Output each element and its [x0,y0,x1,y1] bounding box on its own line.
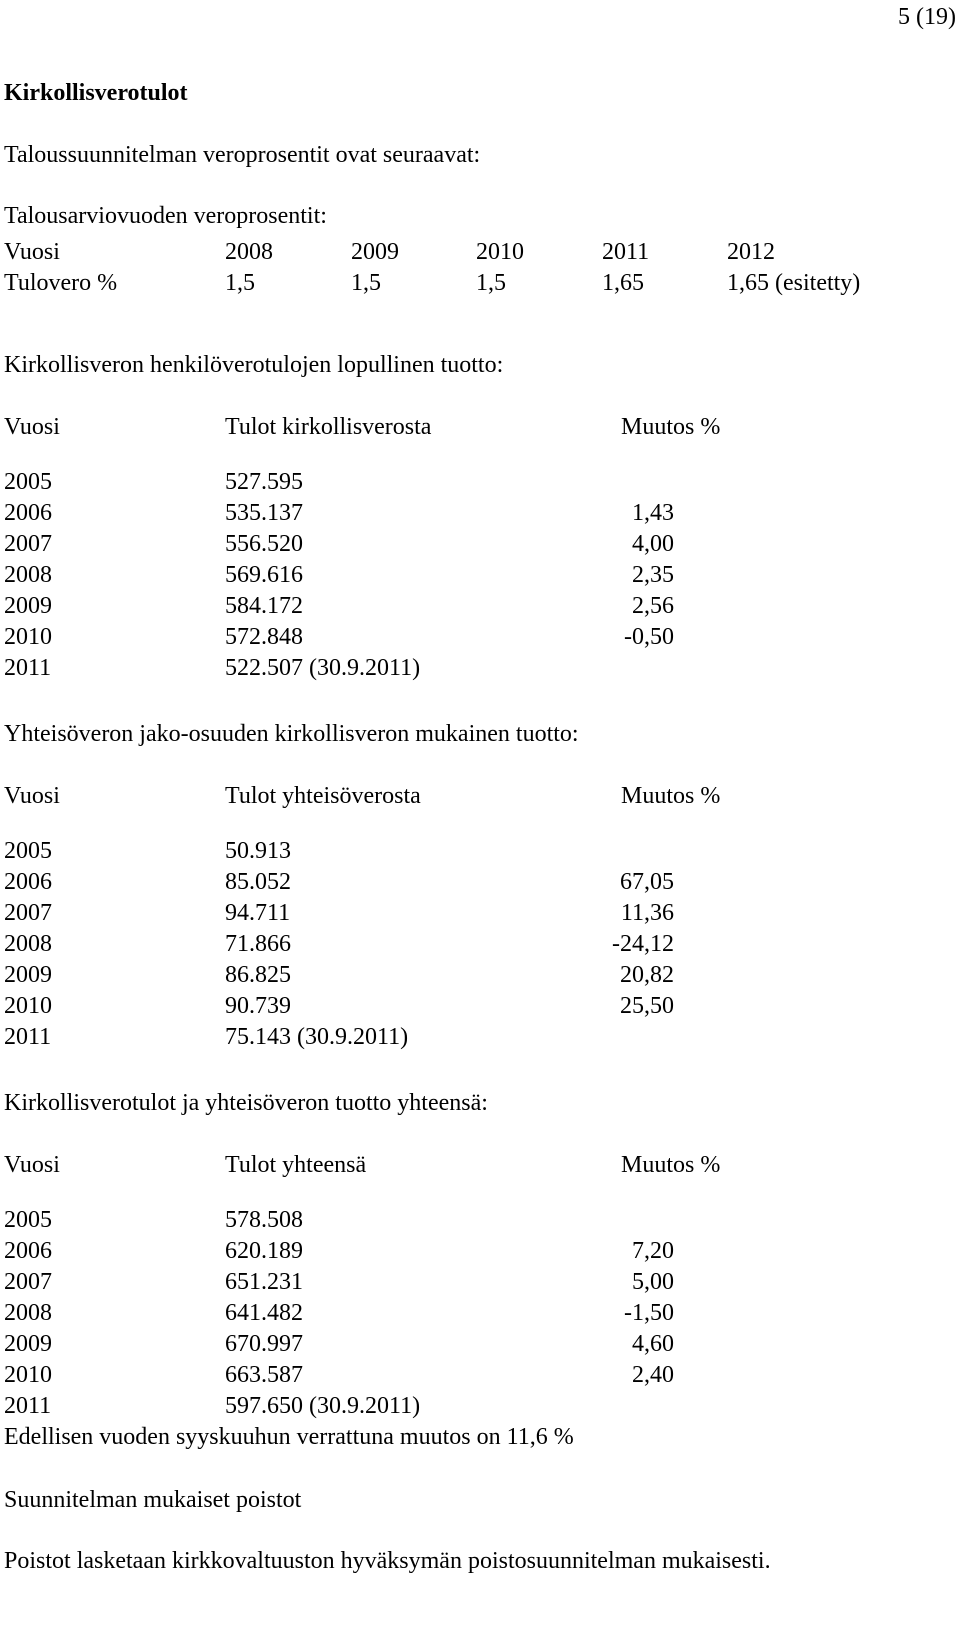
table-row [4,867,904,898]
cell-amount: 578.508 [225,1207,303,1233]
tax-rates-value-row [4,268,904,299]
cell-year: 2011 [4,655,52,681]
cell-amount: 620.189 [225,1238,303,1264]
cell-change: 20,82 [620,962,674,988]
column-header-amount: Tulot yhteensä [225,1152,367,1178]
table-row [4,591,904,622]
rate-label: Tulovero % [4,270,118,296]
table-row [4,653,904,684]
cell-amount: 651.231 [225,1269,303,1295]
cell-change: -0,50 [624,624,674,650]
cell-change: 2,40 [632,1362,674,1388]
cell-year: 2011 [4,1393,52,1419]
rate-year: 2009 [351,239,399,265]
column-header-year: Vuosi [4,414,60,440]
cell-year: 2007 [4,1269,52,1295]
column-header-change: Muutos % [621,1152,721,1178]
total-caption: Kirkollisverotulot ja yhteisöveron tuotto yhteensä: [4,1090,488,1116]
cell-year: 2005 [4,469,52,495]
cell-change: 2,56 [632,593,674,619]
tax-rates-year-row [4,237,904,268]
cell-change: 11,36 [620,900,674,926]
cell-year: 2009 [4,593,52,619]
tax-rates-table [4,237,904,299]
cell-year: 2008 [4,562,52,588]
table-row [4,1298,904,1329]
rate-value: 1,5 [225,270,255,296]
rate-value: 1,65 [602,270,644,296]
rate-value: 1,5 [351,270,381,296]
corporate-tax-header [4,781,904,812]
cell-amount: 527.595 [225,469,303,495]
cell-amount: 522.507 (30.9.2011) [225,655,421,681]
table-row [4,929,904,960]
total-table [4,1205,904,1422]
table-row [4,991,904,1022]
column-header-year: Vuosi [4,783,60,809]
cell-year: 2008 [4,1300,52,1326]
cell-year: 2011 [4,1024,52,1050]
total-note: Edellisen vuoden syyskuuhun verrattuna muutos on 11,6 % [4,1424,574,1450]
table-row [4,1329,904,1360]
cell-year: 2009 [4,1331,52,1357]
table-row [4,898,904,929]
rate-value: 1,65 (esitetty) [727,270,861,296]
rate-year: 2008 [225,239,273,265]
table-row [4,498,904,529]
column-header-change: Muutos % [621,414,721,440]
section-heading: Kirkollisverotulot [4,80,188,106]
rate-year: 2011 [602,239,650,265]
rate-year: 2012 [727,239,775,265]
column-header-amount: Tulot yhteisöverosta [225,783,421,809]
cell-year: 2008 [4,931,52,957]
cell-change: 7,20 [632,1238,674,1264]
cell-amount: 597.650 (30.9.2011) [225,1393,421,1419]
cell-amount: 90.739 [225,993,291,1019]
cell-year: 2010 [4,1362,52,1388]
rate-year: 2010 [476,239,524,265]
cell-year: 2007 [4,900,52,926]
cell-year: 2006 [4,500,52,526]
table-row [4,467,904,498]
cell-change: 1,43 [632,500,674,526]
cell-year: 2005 [4,838,52,864]
table-row [4,960,904,991]
cell-year: 2010 [4,993,52,1019]
cell-change: 25,50 [620,993,674,1019]
cell-amount: 569.616 [225,562,303,588]
cell-year: 2007 [4,531,52,557]
cell-year: 2006 [4,1238,52,1264]
cell-amount: 75.143 (30.9.2011) [225,1024,409,1050]
depreciation-text: Poistot lasketaan kirkkovaltuuston hyväksymän poistosuunnitelman mukaisesti. [4,1548,771,1574]
table-row [4,1205,904,1236]
year-label: Vuosi [4,239,60,265]
intro-text: Taloussuunnitelman veroprosentit ovat seuraavat: [4,142,481,168]
cell-amount: 663.587 [225,1362,303,1388]
cell-change: 67,05 [620,869,674,895]
tax-rates-caption: Talousarviovuoden veroprosentit: [4,203,327,229]
depreciation-heading: Suunnitelman mukaiset poistot [4,1487,302,1513]
cell-year: 2005 [4,1207,52,1233]
corporate-tax-table [4,836,904,1053]
table-row [4,1391,904,1422]
table-row [4,1267,904,1298]
column-header-amount: Tulot kirkollisverosta [225,414,432,440]
church-tax-header [4,412,904,443]
church-tax-caption: Kirkollisveron henkilöverotulojen lopullinen tuotto: [4,352,504,378]
cell-year: 2006 [4,869,52,895]
church-tax-table [4,467,904,684]
cell-amount: 50.913 [225,838,291,864]
page-number: 5 (19) [898,4,956,30]
cell-change: 4,60 [632,1331,674,1357]
corporate-tax-caption: Yhteisöveron jako-osuuden kirkollisveron mukainen tuotto: [4,721,579,747]
table-row [4,1022,904,1053]
total-header [4,1150,904,1181]
cell-year: 2009 [4,962,52,988]
cell-amount: 86.825 [225,962,291,988]
cell-change: -1,50 [624,1300,674,1326]
table-row [4,560,904,591]
column-header-change: Muutos % [621,783,721,809]
table-row [4,529,904,560]
cell-amount: 641.482 [225,1300,303,1326]
cell-change: 2,35 [632,562,674,588]
cell-amount: 71.866 [225,931,291,957]
table-row [4,622,904,653]
table-row [4,1360,904,1391]
cell-change: 4,00 [632,531,674,557]
cell-amount: 535.137 [225,500,303,526]
table-row [4,1236,904,1267]
cell-change: -24,12 [612,931,674,957]
cell-amount: 85.052 [225,869,291,895]
column-header-year: Vuosi [4,1152,60,1178]
cell-year: 2010 [4,624,52,650]
cell-amount: 556.520 [225,531,303,557]
rate-value: 1,5 [476,270,506,296]
cell-change: 5,00 [632,1269,674,1295]
cell-amount: 584.172 [225,593,303,619]
cell-amount: 94.711 [225,900,291,926]
table-row [4,836,904,867]
cell-amount: 670.997 [225,1331,303,1357]
cell-amount: 572.848 [225,624,303,650]
